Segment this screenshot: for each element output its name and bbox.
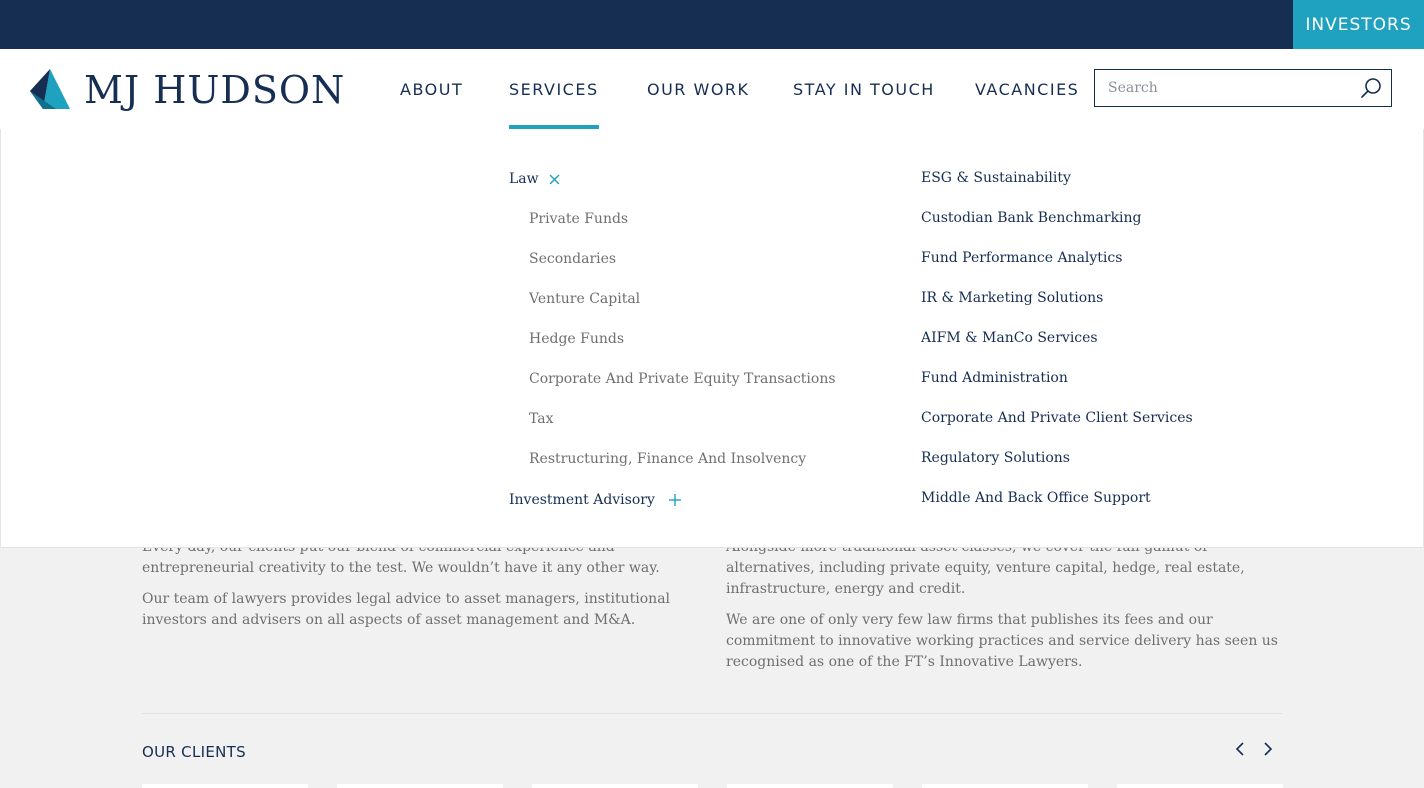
chevron-right-icon (1261, 742, 1273, 756)
menu-item-hedge-funds[interactable]: Hedge Funds (529, 331, 625, 347)
search-box (1094, 69, 1392, 107)
client-logo-strip (142, 784, 1282, 788)
intro-paragraph: entrepreneurial creativity to the test. We wouldn’t have it any other way. (142, 560, 660, 576)
close-icon (549, 174, 560, 185)
plus-icon (669, 494, 681, 506)
menu-group-law[interactable] (509, 171, 560, 187)
client-logo-card[interactable] (142, 784, 308, 788)
menu-item-venture-capital[interactable]: Venture Capital (529, 291, 641, 307)
menu-item-corporate-private-client[interactable]: Corporate And Private Client Services (921, 410, 1193, 426)
client-logo-card[interactable] (532, 784, 698, 788)
menu-item-restructuring[interactable]: Restructuring, Finance And Insolvency (529, 451, 807, 467)
clients-prev-button[interactable] (1231, 739, 1251, 759)
client-logo-card[interactable] (1117, 784, 1283, 788)
nav-item-about[interactable]: ABOUT (400, 79, 464, 99)
nav-item-stay-in-touch[interactable]: STAY IN TOUCH (793, 79, 935, 99)
menu-group-label: Law (509, 171, 539, 187)
menu-item-corporate-private-equity[interactable]: Corporate And Private Equity Transactions (529, 371, 836, 387)
services-dropdown (0, 129, 1424, 548)
search-input[interactable] (1106, 79, 1351, 97)
menu-item-fund-administration[interactable]: Fund Administration (921, 370, 1068, 386)
menu-item-middle-back-office[interactable]: Middle And Back Office Support (921, 490, 1151, 506)
menu-item-esg[interactable]: ESG & Sustainability (921, 170, 1071, 186)
site-header (0, 49, 1424, 129)
menu-item-ir-marketing[interactable]: IR & Marketing Solutions (921, 290, 1104, 306)
client-logo-card[interactable] (337, 784, 503, 788)
intro-right-column (726, 537, 1282, 683)
site-logo[interactable] (30, 69, 345, 111)
menu-item-regulatory-solutions[interactable]: Regulatory Solutions (921, 450, 1070, 466)
client-logo-card[interactable] (922, 784, 1088, 788)
clients-next-button[interactable] (1257, 739, 1277, 759)
intro-left-column (142, 537, 682, 641)
logo-wordmark: MJ HUDSON (84, 68, 346, 112)
intro-paragraph: Our team of lawyers provides legal advice to asset managers, institutional investors and advisers on all aspects of asset management and M&A. (142, 591, 671, 628)
menu-item-private-funds[interactable]: Private Funds (529, 211, 629, 227)
intro-paragraph: alternatives, including private equity, venture capital, hedge, real estate, infrastructure, energy and credit. (726, 560, 1245, 597)
expand-investment-advisory-button[interactable] (669, 494, 681, 506)
search-button[interactable] (1351, 70, 1391, 106)
nav-item-our-work[interactable]: OUR WORK (647, 79, 750, 99)
collapse-law-button[interactable] (549, 174, 560, 185)
investors-link[interactable]: INVESTORS (1293, 0, 1424, 49)
menu-item-tax[interactable]: Tax (529, 411, 554, 427)
nav-item-services[interactable]: SERVICES (509, 49, 599, 129)
top-bar (0, 0, 1424, 49)
menu-item-aifm-manco[interactable]: AIFM & ManCo Services (921, 330, 1098, 346)
menu-item-custodian-bank[interactable]: Custodian Bank Benchmarking (921, 210, 1142, 226)
logo-mark-icon (30, 69, 72, 111)
menu-group-investment-advisory[interactable] (509, 492, 681, 508)
menu-group-label: Investment Advisory (509, 492, 655, 508)
search-icon (1359, 76, 1383, 100)
clients-heading: OUR CLIENTS (142, 743, 246, 761)
section-divider (142, 713, 1282, 714)
menu-item-secondaries[interactable]: Secondaries (529, 251, 617, 267)
chevron-left-icon (1235, 742, 1247, 756)
intro-paragraph: We are one of only very few law firms that publishes its fees and our commitment to innovative working practices and service delivery has seen us recognised as one of the FT’s Innovative Lawyers. (726, 612, 1278, 670)
menu-item-fund-performance[interactable]: Fund Performance Analytics (921, 250, 1123, 266)
client-logo-card[interactable] (727, 784, 893, 788)
nav-item-vacancies[interactable]: VACANCIES (975, 79, 1080, 99)
